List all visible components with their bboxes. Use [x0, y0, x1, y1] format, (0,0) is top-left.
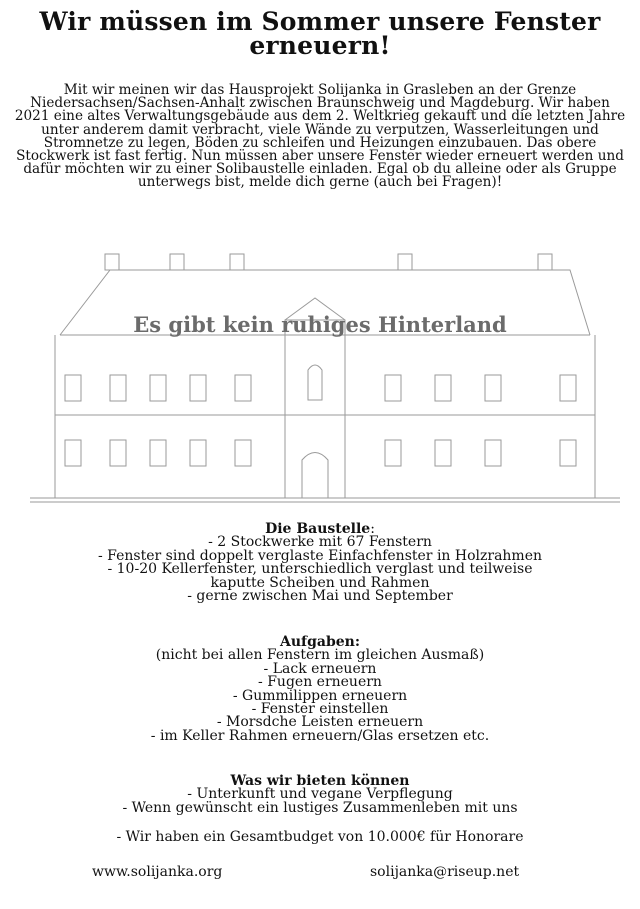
list-item: - im Keller Rahmen erneuern/Glas ersetzen etc. [150, 727, 490, 744]
bieten-section [0, 775, 640, 815]
baustelle-heading: Die Baustelle: [265, 521, 375, 537]
list-item: - Lack erneuern [263, 660, 377, 677]
baustelle-section [0, 523, 640, 603]
list-item: - 10-20 Kellerfenster, unterschiedlich verglast und teilweise [107, 561, 533, 578]
flyer-title: Wir müssen im Sommer unsere Fenster erneuern! [39, 7, 601, 60]
list-item: - Fugen erneuern [258, 674, 382, 691]
website-link[interactable]: www.solijanka.org [92, 864, 223, 880]
list-item: kaputte Scheiben und Rahmen [210, 574, 430, 591]
email-link[interactable]: solijanka@riseup.net [370, 864, 520, 880]
list-item: - 2 Stockwerke mit 67 Fenstern [208, 534, 432, 551]
list-item: - Gummilippen erneuern [232, 687, 408, 704]
slogan: Es gibt kein ruhiges Hinterland [133, 312, 507, 337]
list-item: - Morsdche Leisten erneuern [216, 714, 424, 731]
list-item: - gerne zwischen Mai und September [187, 588, 453, 605]
list-item: - Fenster sind doppelt verglaste Einfachfenster in Holzrahmen [97, 547, 543, 564]
building-sketch [30, 240, 620, 510]
list-item: - Unterkunft und vegane Verpflegung [187, 786, 453, 803]
aufgaben-heading: Aufgaben: [280, 634, 360, 650]
budget-line: - Wir haben ein Gesamtbudget von 10.000€ für Honorare [116, 829, 524, 845]
aufgaben-section [0, 636, 640, 743]
bieten-heading: Was wir bieten können [230, 773, 410, 789]
aufgaben-note: (nicht bei allen Fenstern im gleichen Ausmaß) [155, 647, 485, 664]
list-item: - Fenster einstellen [251, 701, 389, 718]
list-item: - Wenn gewünscht ein lustiges Zusammenleben mit uns [122, 799, 518, 816]
intro-paragraph: Mit wir meinen wir das Hausprojekt Solijanka in Grasleben an der Grenze Niedersachsen/Sachsen-Anhalt zwischen Braunschweig und Magdeburg. Wir haben 2021 eine altes Verwaltungsgebäude aus dem 2. Weltkrieg gekauft und die letzten Jahre unter anderem damit verbracht, viele Wände zu verputzen, Wasserleitungen und Stromnetze zu legen, Böden zu schleifen und Heizungen einzubauen. Das obere Stockwerk ist fast fertig. Nun müssen aber unsere Fenster wieder erneuert werden und dafür möchten wir zu einer Solibaustelle einladen. Egal ob du alleine oder als Gruppe unterwegs bist, melde dich gerne (auch bei Fragen)! [14, 82, 626, 191]
